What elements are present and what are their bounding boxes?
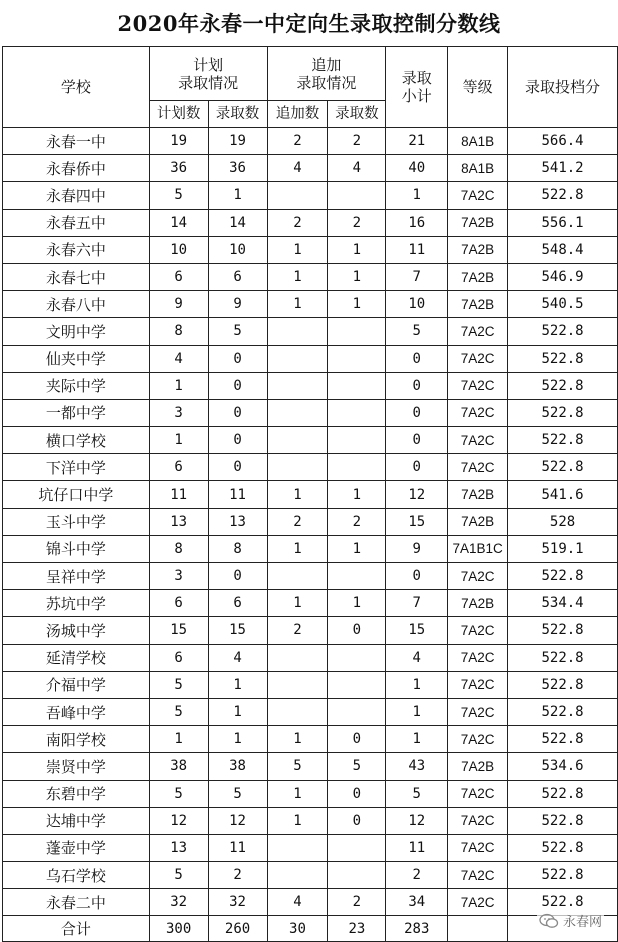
cell-plan: 32 [149, 889, 208, 916]
cell-extra: 5 [267, 753, 328, 780]
cell-score: 522.8 [508, 834, 618, 861]
table-row [3, 318, 618, 345]
cell-plan: 13 [149, 508, 208, 535]
cell-admit: 0 [208, 427, 267, 454]
cell-admit: 0 [208, 399, 267, 426]
table-row [3, 182, 618, 209]
cell-school: 南阳学校 [3, 726, 150, 753]
cell-score: 556.1 [508, 209, 618, 236]
cell-plan: 1 [149, 726, 208, 753]
cell-grade: 7A2C [448, 807, 508, 834]
table-row [3, 427, 618, 454]
header-subtotal [386, 47, 448, 128]
cell-extra [267, 671, 328, 698]
cell-subtotal: 11 [386, 236, 448, 263]
cell-school: 永春二中 [3, 889, 150, 916]
cell-extra: 4 [267, 889, 328, 916]
cell-school: 永春五中 [3, 209, 150, 236]
cell-extra [267, 318, 328, 345]
cell-score: 522.8 [508, 345, 618, 372]
cell-grade: 7A2C [448, 726, 508, 753]
total-grade [448, 916, 508, 942]
cell-score: 522.8 [508, 862, 618, 889]
cell-grade: 7A2C [448, 372, 508, 399]
cell-score: 534.4 [508, 590, 618, 617]
cell-score: 540.5 [508, 291, 618, 318]
table-row [3, 726, 618, 753]
cell-plan: 3 [149, 563, 208, 590]
cell-extra-admit: 1 [328, 236, 386, 263]
cell-extra [267, 372, 328, 399]
cell-admit: 1 [208, 698, 267, 725]
cell-extra-admit: 0 [328, 726, 386, 753]
table-row [3, 671, 618, 698]
cell-grade: 7A2C [448, 399, 508, 426]
cell-admit: 1 [208, 726, 267, 753]
cell-plan: 13 [149, 834, 208, 861]
table-row [3, 263, 618, 290]
cell-subtotal: 43 [386, 753, 448, 780]
cell-score: 522.8 [508, 617, 618, 644]
cell-subtotal: 1 [386, 671, 448, 698]
cell-subtotal: 34 [386, 889, 448, 916]
cell-plan: 19 [149, 128, 208, 155]
cell-extra-admit: 1 [328, 481, 386, 508]
cell-score: 534.6 [508, 753, 618, 780]
cell-grade: 7A2C [448, 698, 508, 725]
cell-grade: 7A2B [448, 753, 508, 780]
cell-school: 乌石学校 [3, 862, 150, 889]
table-row [3, 399, 618, 426]
table-row [3, 236, 618, 263]
cell-plan: 38 [149, 753, 208, 780]
cell-plan: 36 [149, 155, 208, 182]
cell-school: 一都中学 [3, 399, 150, 426]
cell-grade: 7A2C [448, 780, 508, 807]
cell-extra: 1 [267, 726, 328, 753]
cell-subtotal: 10 [386, 291, 448, 318]
header-extra-group [267, 47, 386, 101]
cell-subtotal: 1 [386, 726, 448, 753]
cell-extra: 2 [267, 617, 328, 644]
cell-school: 玉斗中学 [3, 508, 150, 535]
cell-extra-admit [328, 698, 386, 725]
cell-subtotal: 12 [386, 807, 448, 834]
cell-grade: 7A2B [448, 590, 508, 617]
cell-plan: 5 [149, 862, 208, 889]
cell-extra [267, 454, 328, 481]
cell-grade: 7A2C [448, 182, 508, 209]
total-extra: 30 [267, 916, 328, 942]
total-subtotal: 283 [386, 916, 448, 942]
cell-score: 522.8 [508, 182, 618, 209]
cell-subtotal: 0 [386, 563, 448, 590]
table-row [3, 834, 618, 861]
cell-plan: 3 [149, 399, 208, 426]
header-grade: 等级 [448, 47, 508, 128]
cell-extra-admit: 1 [328, 535, 386, 562]
cell-plan: 11 [149, 481, 208, 508]
cell-extra-admit [328, 399, 386, 426]
table-row [3, 372, 618, 399]
cell-school: 介福中学 [3, 671, 150, 698]
cell-extra: 2 [267, 209, 328, 236]
cell-admit: 32 [208, 889, 267, 916]
cell-plan: 5 [149, 780, 208, 807]
table-row [3, 753, 618, 780]
cell-admit: 8 [208, 535, 267, 562]
cell-score: 546.9 [508, 263, 618, 290]
cell-subtotal: 7 [386, 590, 448, 617]
cell-grade: 7A2B [448, 209, 508, 236]
table-row [3, 128, 618, 155]
cell-school: 夹际中学 [3, 372, 150, 399]
cell-extra-admit: 5 [328, 753, 386, 780]
cell-grade: 7A2C [448, 834, 508, 861]
cell-extra-admit [328, 563, 386, 590]
cell-score: 522.8 [508, 399, 618, 426]
cell-subtotal: 0 [386, 399, 448, 426]
cell-admit: 1 [208, 671, 267, 698]
cell-extra [267, 182, 328, 209]
cell-extra: 1 [267, 481, 328, 508]
cell-school: 文明中学 [3, 318, 150, 345]
cell-subtotal: 1 [386, 182, 448, 209]
cell-school: 东碧中学 [3, 780, 150, 807]
cell-grade: 7A2B [448, 263, 508, 290]
cell-plan: 5 [149, 182, 208, 209]
cell-admit: 0 [208, 454, 267, 481]
cell-subtotal: 5 [386, 318, 448, 345]
cell-extra-admit [328, 345, 386, 372]
page-title: 2020年永春一中定向生录取控制分数线 [117, 11, 501, 36]
cell-school: 仙夹中学 [3, 345, 150, 372]
cell-plan: 6 [149, 263, 208, 290]
cell-admit: 5 [208, 318, 267, 345]
cell-plan: 10 [149, 236, 208, 263]
cell-school: 汤城中学 [3, 617, 150, 644]
cell-extra [267, 862, 328, 889]
cell-score: 522.8 [508, 454, 618, 481]
header-subtotal-line2: 小计 [401, 87, 432, 105]
cell-score: 566.4 [508, 128, 618, 155]
table-row [3, 780, 618, 807]
cell-score: 548.4 [508, 236, 618, 263]
cell-plan: 6 [149, 644, 208, 671]
header-score: 录取投档分 [508, 47, 618, 128]
table-row [3, 481, 618, 508]
cell-admit: 13 [208, 508, 267, 535]
cell-grade: 7A2C [448, 563, 508, 590]
cell-extra-admit [328, 671, 386, 698]
cell-plan: 6 [149, 454, 208, 481]
cell-school: 永春六中 [3, 236, 150, 263]
table-row [3, 698, 618, 725]
cell-school: 永春八中 [3, 291, 150, 318]
cell-plan: 12 [149, 807, 208, 834]
cell-school: 苏坑中学 [3, 590, 150, 617]
cell-score: 522.8 [508, 698, 618, 725]
cell-school: 锦斗中学 [3, 535, 150, 562]
header-plan-line2: 录取情况 [178, 73, 239, 92]
cell-subtotal: 21 [386, 128, 448, 155]
cell-extra: 1 [267, 590, 328, 617]
cell-admit: 11 [208, 481, 267, 508]
cell-admit: 0 [208, 345, 267, 372]
cell-grade: 7A2C [448, 427, 508, 454]
cell-score: 519.1 [508, 535, 618, 562]
cell-extra-admit: 2 [328, 128, 386, 155]
cell-plan: 6 [149, 590, 208, 617]
cell-plan: 1 [149, 427, 208, 454]
cell-grade: 7A1B1C [448, 535, 508, 562]
cell-subtotal: 0 [386, 454, 448, 481]
total-extra-admit: 23 [328, 916, 386, 942]
cell-admit: 6 [208, 590, 267, 617]
header-extra-count: 追加数 [267, 101, 328, 128]
header-plan-admit: 录取数 [208, 101, 267, 128]
cell-extra-admit [328, 318, 386, 345]
cell-subtotal: 5 [386, 780, 448, 807]
cell-admit: 19 [208, 128, 267, 155]
cell-plan: 9 [149, 291, 208, 318]
cell-admit: 9 [208, 291, 267, 318]
cell-school: 呈祥中学 [3, 563, 150, 590]
cell-extra-admit: 0 [328, 617, 386, 644]
cell-plan: 5 [149, 698, 208, 725]
header-subtotal-line1: 录取 [401, 69, 432, 87]
cell-extra-admit [328, 834, 386, 861]
cell-extra [267, 644, 328, 671]
cell-school: 延清学校 [3, 644, 150, 671]
cell-extra-admit: 2 [328, 889, 386, 916]
cell-subtotal: 12 [386, 481, 448, 508]
cell-extra: 1 [267, 807, 328, 834]
cell-subtotal: 9 [386, 535, 448, 562]
table-row [3, 862, 618, 889]
cell-plan: 1 [149, 372, 208, 399]
cell-extra-admit: 1 [328, 263, 386, 290]
cell-plan: 15 [149, 617, 208, 644]
cell-subtotal: 15 [386, 508, 448, 535]
cell-extra-admit: 4 [328, 155, 386, 182]
cell-admit: 0 [208, 563, 267, 590]
cell-subtotal: 16 [386, 209, 448, 236]
cell-school: 永春七中 [3, 263, 150, 290]
cell-extra [267, 345, 328, 372]
header-school: 学校 [3, 47, 150, 128]
header-extra-line2: 录取情况 [296, 73, 357, 92]
table-row [3, 209, 618, 236]
cell-grade: 7A2B [448, 508, 508, 535]
table-row [3, 590, 618, 617]
cell-subtotal: 4 [386, 644, 448, 671]
cell-extra [267, 399, 328, 426]
cell-admit: 15 [208, 617, 267, 644]
cell-extra-admit [328, 644, 386, 671]
cell-grade: 8A1B [448, 128, 508, 155]
cell-school: 永春四中 [3, 182, 150, 209]
watermark-text: 永春网 [562, 915, 602, 930]
cell-score: 522.8 [508, 726, 618, 753]
cell-extra: 1 [267, 236, 328, 263]
table-row [3, 535, 618, 562]
total-plan: 300 [149, 916, 208, 942]
cell-extra-admit: 0 [328, 807, 386, 834]
cell-school: 蓬壶中学 [3, 834, 150, 861]
cell-admit: 12 [208, 807, 267, 834]
cell-admit: 36 [208, 155, 267, 182]
cell-score: 541.6 [508, 481, 618, 508]
cell-admit: 6 [208, 263, 267, 290]
cell-school: 崇贤中学 [3, 753, 150, 780]
cell-grade: 7A2B [448, 481, 508, 508]
cell-admit: 1 [208, 182, 267, 209]
table-row [3, 454, 618, 481]
cell-extra-admit [328, 372, 386, 399]
total-row [3, 916, 618, 942]
cell-grade: 7A2C [448, 454, 508, 481]
cell-subtotal: 11 [386, 834, 448, 861]
cell-extra: 4 [267, 155, 328, 182]
cell-admit: 11 [208, 834, 267, 861]
cell-score: 522.8 [508, 318, 618, 345]
table-row [3, 617, 618, 644]
cell-grade: 7A2C [448, 644, 508, 671]
cell-admit: 0 [208, 372, 267, 399]
cell-admit: 4 [208, 644, 267, 671]
cell-score: 541.2 [508, 155, 618, 182]
cell-extra-admit: 2 [328, 508, 386, 535]
cell-extra: 2 [267, 128, 328, 155]
cell-school: 永春一中 [3, 128, 150, 155]
cell-extra [267, 563, 328, 590]
cell-grade: 7A2C [448, 617, 508, 644]
header-plan-group [149, 47, 267, 101]
cell-score: 528 [508, 508, 618, 535]
cell-grade: 8A1B [448, 155, 508, 182]
table-body [3, 128, 618, 942]
cell-grade: 7A2C [448, 318, 508, 345]
cell-score: 522.8 [508, 427, 618, 454]
cell-admit: 2 [208, 862, 267, 889]
cell-school: 永春侨中 [3, 155, 150, 182]
cell-plan: 14 [149, 209, 208, 236]
cell-score: 522.8 [508, 563, 618, 590]
cell-extra [267, 834, 328, 861]
header-extra-admit: 录取数 [328, 101, 386, 128]
cell-school: 吾峰中学 [3, 698, 150, 725]
cell-grade: 7A2B [448, 291, 508, 318]
total-label: 合计 [3, 916, 150, 942]
cell-extra-admit: 1 [328, 590, 386, 617]
cell-school: 横口学校 [3, 427, 150, 454]
cell-admit: 5 [208, 780, 267, 807]
header-extra-line1: 追加 [311, 55, 342, 74]
cell-subtotal: 1 [386, 698, 448, 725]
watermark [537, 911, 604, 930]
table-row [3, 155, 618, 182]
cell-subtotal: 0 [386, 345, 448, 372]
header-plan-count: 计划数 [149, 101, 208, 128]
cell-school: 下洋中学 [3, 454, 150, 481]
total-admit: 260 [208, 916, 267, 942]
table-row [3, 508, 618, 535]
cell-subtotal: 0 [386, 427, 448, 454]
cell-grade: 7A2C [448, 345, 508, 372]
cell-subtotal: 7 [386, 263, 448, 290]
cell-plan: 4 [149, 345, 208, 372]
cell-extra-admit: 0 [328, 780, 386, 807]
table-row [3, 345, 618, 372]
cell-extra-admit: 2 [328, 209, 386, 236]
cell-grade: 7A2C [448, 889, 508, 916]
wechat-icon [539, 913, 559, 929]
cell-grade: 7A2C [448, 671, 508, 698]
cell-grade: 7A2C [448, 862, 508, 889]
cell-extra: 1 [267, 263, 328, 290]
cell-extra-admit [328, 862, 386, 889]
table-row [3, 563, 618, 590]
cell-subtotal: 2 [386, 862, 448, 889]
cell-extra-admit [328, 427, 386, 454]
admission-table [2, 46, 618, 942]
table-row [3, 291, 618, 318]
cell-subtotal: 15 [386, 617, 448, 644]
cell-score: 522.8 [508, 671, 618, 698]
cell-extra-admit [328, 454, 386, 481]
cell-plan: 8 [149, 535, 208, 562]
cell-extra [267, 698, 328, 725]
cell-extra: 2 [267, 508, 328, 535]
cell-admit: 38 [208, 753, 267, 780]
table-row [3, 807, 618, 834]
cell-extra [267, 427, 328, 454]
cell-subtotal: 0 [386, 372, 448, 399]
cell-extra-admit [328, 182, 386, 209]
cell-extra: 1 [267, 291, 328, 318]
table-row [3, 644, 618, 671]
cell-score: 522.8 [508, 780, 618, 807]
cell-score: 522.8 [508, 807, 618, 834]
cell-extra: 1 [267, 535, 328, 562]
cell-admit: 10 [208, 236, 267, 263]
table-row [3, 889, 618, 916]
cell-plan: 5 [149, 671, 208, 698]
cell-score: 522.8 [508, 644, 618, 671]
cell-subtotal: 40 [386, 155, 448, 182]
cell-school: 达埔中学 [3, 807, 150, 834]
header-plan-line1: 计划 [193, 55, 224, 74]
cell-grade: 7A2B [448, 236, 508, 263]
cell-plan: 8 [149, 318, 208, 345]
cell-score: 522.8 [508, 372, 618, 399]
cell-school: 坑仔口中学 [3, 481, 150, 508]
cell-extra: 1 [267, 780, 328, 807]
cell-extra-admit: 1 [328, 291, 386, 318]
cell-admit: 14 [208, 209, 267, 236]
cell-score: 522.8 [508, 889, 618, 916]
